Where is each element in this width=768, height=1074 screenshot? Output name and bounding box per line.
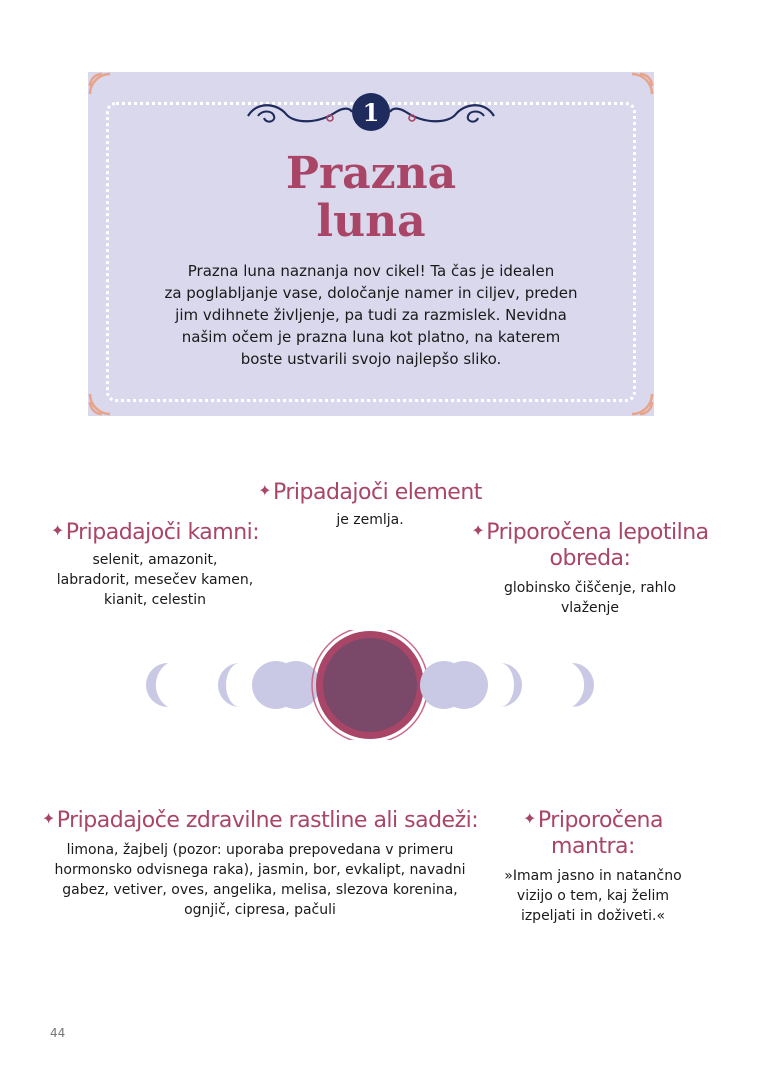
star-icon: ✦ <box>471 521 485 540</box>
swirl-ornament <box>238 90 504 134</box>
element-section <box>250 478 490 530</box>
star-icon: ✦ <box>523 809 536 828</box>
section-body: limona, žajbelj (pozor: uporaba prepovedana v primeru hormonsko odvisnega raka), jasmin, bor, evkalipt, navadni gabez, vetiver, oves, angelika, melisa, slezova korenina, ognjič, cipresa, pačuli <box>54 842 466 918</box>
moon-phase-icon <box>500 663 522 707</box>
page-number: 44 <box>50 1026 66 1040</box>
section-title: ✦Priporočena mantra: <box>523 808 663 859</box>
title-line: luna <box>316 196 426 247</box>
moon-phase-icon <box>440 661 488 709</box>
section-body: globinsko čiščenje, rahlo vlaženje <box>503 580 677 616</box>
moon-phase-icon <box>218 663 240 707</box>
text-line: Prazna luna naznanja nov cikel! Ta čas je idealen <box>187 262 555 280</box>
section-body: »Imam jasno in natančno vizijo o tem, kaj želim izpeljati in doživeti.« <box>504 868 682 924</box>
moon-card <box>88 72 654 416</box>
mantra-section <box>478 806 708 926</box>
star-icon: ✦ <box>50 521 64 540</box>
title-line: Prazna <box>285 148 457 199</box>
corner-ornament-icon <box>88 72 118 102</box>
section-title: ✦Pripadajoči kamni: <box>50 520 260 545</box>
moon-phase-icon <box>272 661 320 709</box>
section-title: ✦Pripadajoči element <box>258 480 482 505</box>
card-title <box>88 150 654 246</box>
text-line: boste ustvarili svojo najlepšo sliko. <box>240 350 502 368</box>
star-icon: ✦ <box>258 481 271 500</box>
text-line: jim vdihnete življenje, pa tudi za razmislek. Nevidna <box>175 306 567 324</box>
section-body: je zemlja. <box>336 512 404 528</box>
plants-section <box>40 806 480 920</box>
star-icon: ✦ <box>41 809 55 828</box>
beauty-section <box>470 518 710 618</box>
corner-ornament-icon <box>624 386 654 416</box>
moon-phase-icon <box>146 663 168 707</box>
moon-phase-icon <box>538 663 560 707</box>
moon-phase-icon <box>180 663 202 707</box>
section-title: ✦Priporočena lepotilna obreda: <box>471 520 709 571</box>
section-body: selenit, amazonit, labradorit, mesečev kamen, kianit, celestin <box>56 552 254 608</box>
corner-ornament-icon <box>88 386 118 416</box>
moon-phase-icon <box>572 663 594 707</box>
card-number: 1 <box>362 98 380 127</box>
text-line: za poglabljanje vase, določanje namer in ciljev, preden <box>164 284 578 302</box>
corner-ornament-icon <box>624 72 654 102</box>
stones-section <box>40 518 270 610</box>
card-description <box>156 260 586 370</box>
section-title: ✦Pripadajoče zdravilne rastline ali sadeži: <box>41 808 479 833</box>
moon-phases <box>130 630 610 740</box>
text-line: našim očem je prazna luna kot platno, na katerem <box>181 328 561 346</box>
